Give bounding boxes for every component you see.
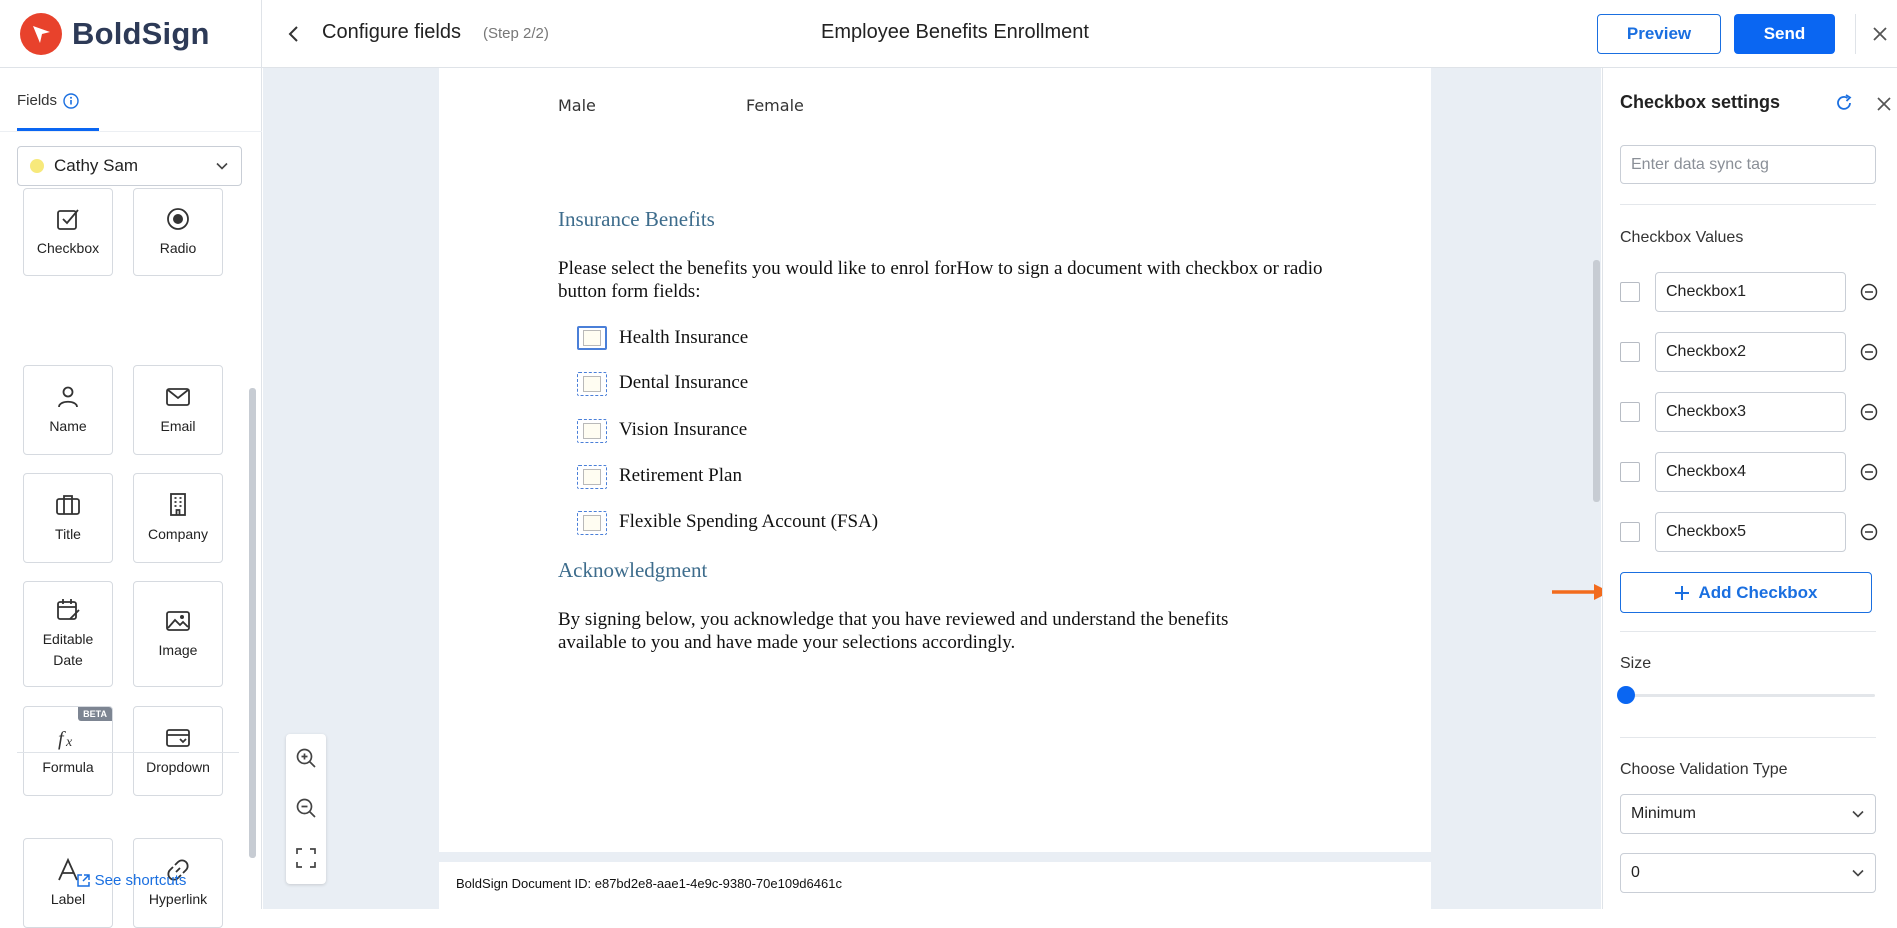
checkbox-value-input[interactable] bbox=[1655, 452, 1846, 492]
mail-icon bbox=[165, 384, 191, 410]
field-label: Image bbox=[158, 641, 198, 658]
chevron-left-icon bbox=[285, 25, 303, 43]
fullscreen-icon bbox=[295, 847, 317, 869]
field-dropdown[interactable] bbox=[133, 706, 223, 796]
validation-type-select[interactable] bbox=[1620, 794, 1876, 834]
top-header bbox=[0, 0, 1897, 68]
checkbox-value-row bbox=[1620, 512, 1890, 552]
field-formula[interactable] bbox=[23, 706, 113, 796]
checkbox-values-label: Checkbox Values bbox=[1620, 229, 1744, 246]
boldsign-logo-icon bbox=[20, 13, 62, 55]
data-sync-tag-input[interactable] bbox=[1620, 145, 1876, 184]
chevron-down-icon bbox=[1851, 807, 1865, 821]
tab-fields[interactable] bbox=[17, 92, 79, 109]
checkbox-value-input[interactable] bbox=[1655, 512, 1846, 552]
close-button[interactable] bbox=[1866, 20, 1894, 48]
field-label: Email bbox=[160, 417, 196, 434]
checkbox-settings-panel bbox=[1602, 68, 1897, 909]
benefit-label: Retirement Plan bbox=[619, 465, 742, 486]
building-icon bbox=[165, 492, 191, 518]
brand-name: BoldSign bbox=[72, 16, 210, 51]
see-shortcuts-link[interactable] bbox=[0, 872, 262, 889]
field-label: Dropdown bbox=[146, 758, 210, 775]
field-editable-date[interactable] bbox=[23, 581, 113, 687]
checkbox-box bbox=[583, 515, 601, 531]
default-checked-checkbox[interactable] bbox=[1620, 522, 1640, 542]
close-icon bbox=[1876, 96, 1892, 112]
checkbox-icon bbox=[55, 206, 81, 232]
default-checked-checkbox[interactable] bbox=[1620, 282, 1640, 302]
info-icon[interactable] bbox=[63, 93, 79, 109]
field-image[interactable] bbox=[133, 581, 223, 687]
chevron-down-icon bbox=[215, 159, 229, 173]
svg-text:f: f bbox=[58, 727, 64, 750]
zoom-in-icon bbox=[295, 747, 317, 769]
remove-value-button[interactable] bbox=[1859, 462, 1879, 482]
divider bbox=[1620, 737, 1876, 738]
insurance-text: Please select the benefits you would like to enrol forHow to sign a document with checkbox or radio button form fields: bbox=[558, 258, 1323, 302]
checkbox-value-row bbox=[1620, 392, 1890, 432]
beta-badge: BETA bbox=[78, 707, 112, 721]
close-settings-button[interactable] bbox=[1873, 93, 1895, 115]
gender-female-label: Female bbox=[746, 96, 804, 115]
minus-circle-icon bbox=[1860, 283, 1878, 301]
image-icon bbox=[165, 608, 191, 634]
zoom-out-icon bbox=[295, 797, 317, 819]
brand bbox=[0, 0, 262, 68]
fit-to-screen-button[interactable] bbox=[294, 846, 318, 870]
fields-panel bbox=[0, 68, 262, 909]
field-checkbox[interactable] bbox=[23, 188, 113, 276]
benefit-label: Health Insurance bbox=[619, 327, 749, 348]
field-label: Company bbox=[148, 525, 208, 542]
benefit-label: Dental Insurance bbox=[619, 372, 749, 393]
benefit-label: Vision Insurance bbox=[619, 419, 748, 440]
preview-button[interactable]: Preview bbox=[1597, 14, 1721, 54]
checkbox-value-input[interactable] bbox=[1655, 332, 1846, 372]
remove-value-button[interactable] bbox=[1859, 282, 1879, 302]
field-title[interactable] bbox=[23, 473, 113, 563]
tab-fields-label: Fields bbox=[17, 92, 58, 109]
field-label: Radio bbox=[159, 239, 197, 256]
calendar-edit-icon bbox=[55, 597, 81, 623]
document-footer-page bbox=[439, 862, 1431, 922]
document-page bbox=[439, 68, 1431, 852]
size-slider-track[interactable] bbox=[1625, 694, 1875, 697]
field-label: Hyperlink bbox=[148, 890, 208, 907]
validation-type-label: Choose Validation Type bbox=[1620, 761, 1788, 778]
refresh-icon bbox=[1834, 93, 1854, 113]
send-button[interactable]: Send bbox=[1734, 14, 1835, 54]
checkbox-value-row bbox=[1620, 272, 1890, 312]
field-label: Checkbox bbox=[36, 239, 100, 256]
scrollbar[interactable] bbox=[1593, 260, 1600, 502]
size-label: Size bbox=[1620, 655, 1652, 672]
radio-icon bbox=[165, 206, 191, 232]
default-checked-checkbox[interactable] bbox=[1620, 462, 1640, 482]
remove-value-button[interactable] bbox=[1859, 522, 1879, 542]
insurance-heading: Insurance Benefits bbox=[558, 207, 715, 231]
acknowledgment-text: By signing below, you acknowledge that you have reviewed and understand the benefits available to you and have made your selections accordingly. bbox=[558, 609, 1229, 653]
formula-icon bbox=[55, 725, 81, 751]
checkbox-box bbox=[583, 423, 601, 439]
acknowledgment-heading: Acknowledgment bbox=[558, 558, 708, 582]
field-label: Label bbox=[50, 890, 86, 907]
benefit-label: Flexible Spending Account (FSA) bbox=[619, 511, 879, 532]
document-title: Employee Benefits Enrollment bbox=[821, 21, 1089, 43]
back-button[interactable] bbox=[280, 20, 308, 48]
document-checkbox-field[interactable] bbox=[577, 372, 607, 396]
divider bbox=[0, 131, 262, 132]
document-checkbox-field[interactable] bbox=[577, 511, 607, 535]
document-id: BoldSign Document ID: e87bd2e8-aae1-4e9c-9380-70e109d6461c bbox=[456, 876, 842, 891]
signer-select[interactable] bbox=[17, 146, 242, 186]
checkbox-box bbox=[583, 469, 601, 485]
checkbox-value-input[interactable] bbox=[1655, 272, 1846, 312]
field-company[interactable] bbox=[133, 473, 223, 563]
settings-title: Checkbox settings bbox=[1620, 92, 1781, 112]
plus-icon bbox=[1674, 585, 1690, 601]
step-indicator: (Step 2/2) bbox=[483, 25, 549, 42]
checkbox-value-input[interactable] bbox=[1655, 392, 1846, 432]
default-checked-checkbox[interactable] bbox=[1620, 342, 1640, 362]
document-canvas bbox=[263, 68, 1601, 909]
size-slider-thumb[interactable] bbox=[1617, 686, 1635, 704]
document-checkbox-field[interactable] bbox=[577, 465, 607, 489]
checkbox-value-row bbox=[1620, 332, 1890, 372]
header-divider bbox=[1855, 14, 1856, 54]
divider bbox=[1620, 631, 1876, 632]
field-label: Formula bbox=[42, 758, 94, 775]
validation-type-value: Minimum bbox=[1631, 805, 1696, 822]
scrollbar[interactable] bbox=[249, 388, 256, 858]
checkbox-value-row bbox=[1620, 452, 1890, 492]
document-checkbox-field[interactable] bbox=[577, 419, 607, 443]
gender-male-label: Male bbox=[558, 96, 596, 115]
zoom-out-button[interactable] bbox=[294, 796, 318, 820]
signer-name: Cathy Sam bbox=[54, 156, 139, 175]
minus-circle-icon bbox=[1860, 343, 1878, 361]
briefcase-icon bbox=[55, 492, 81, 518]
field-radio[interactable] bbox=[133, 188, 223, 276]
add-checkbox-button[interactable] bbox=[1620, 572, 1872, 613]
document-checkbox-field[interactable] bbox=[577, 326, 607, 350]
default-checked-checkbox[interactable] bbox=[1620, 402, 1640, 422]
page-title: Configure fields bbox=[322, 21, 461, 43]
divider bbox=[1620, 204, 1876, 205]
remove-value-button[interactable] bbox=[1859, 342, 1879, 362]
minus-circle-icon bbox=[1860, 523, 1878, 541]
field-email[interactable] bbox=[133, 365, 223, 455]
person-icon bbox=[55, 384, 81, 410]
external-link-icon bbox=[76, 873, 91, 888]
field-name[interactable] bbox=[23, 365, 113, 455]
add-checkbox-label: Add Checkbox bbox=[1698, 582, 1818, 602]
checkbox-box bbox=[583, 330, 601, 346]
zoom-in-button[interactable] bbox=[294, 746, 318, 770]
validation-value: 0 bbox=[1631, 864, 1640, 881]
refresh-button[interactable] bbox=[1833, 92, 1855, 114]
zoom-toolbar bbox=[286, 734, 326, 884]
field-label: Name bbox=[49, 417, 87, 434]
divider bbox=[17, 752, 239, 753]
close-icon bbox=[1871, 25, 1889, 43]
checkbox-box bbox=[583, 376, 601, 392]
minus-circle-icon bbox=[1860, 463, 1878, 481]
dropdown-icon bbox=[165, 725, 191, 751]
minus-circle-icon bbox=[1860, 403, 1878, 421]
chevron-down-icon bbox=[1851, 866, 1865, 880]
remove-value-button[interactable] bbox=[1859, 402, 1879, 422]
field-label: Editable Date bbox=[42, 631, 94, 668]
see-shortcuts-label: See shortcuts bbox=[94, 872, 187, 889]
signer-color-dot bbox=[30, 159, 44, 173]
field-label: Title bbox=[55, 525, 81, 542]
validation-value-select[interactable] bbox=[1620, 853, 1876, 893]
svg-text:x: x bbox=[66, 734, 73, 750]
